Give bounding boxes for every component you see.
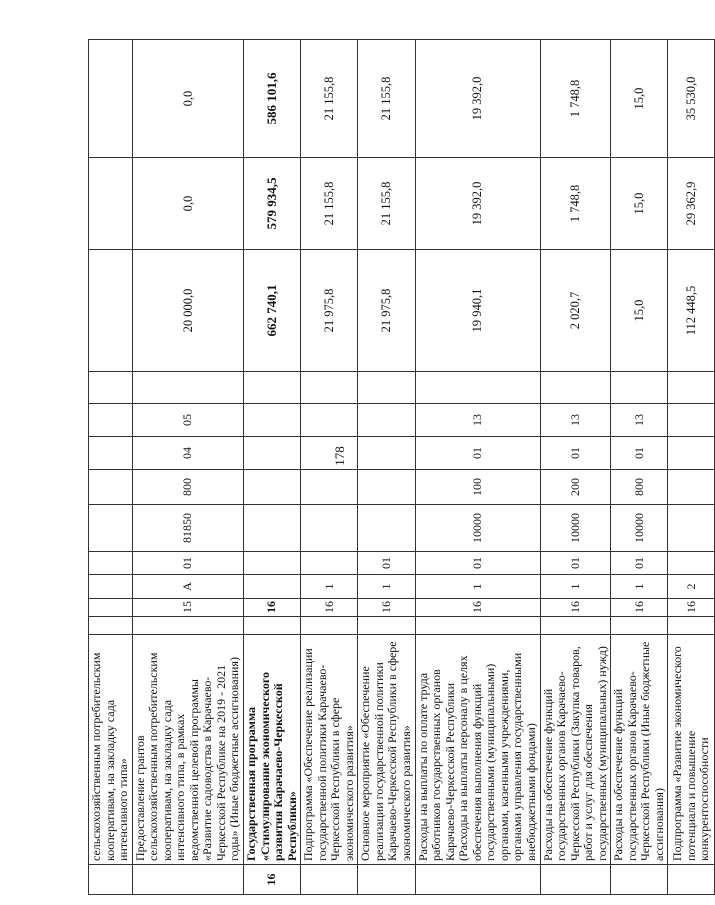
expense-type-code: 800 [132, 470, 243, 505]
blank-column-cell [301, 617, 358, 635]
blank-column-cell [611, 617, 668, 635]
row-number [540, 865, 611, 895]
amount-year-2: 15,0 [611, 158, 668, 250]
subprogram-code [244, 575, 301, 599]
row-number [611, 865, 668, 895]
amount-year-3: 0,0 [132, 40, 243, 158]
subprogram-code: 2 [668, 575, 715, 599]
amount-year-3: 586 101,6 [244, 40, 301, 158]
row-number [132, 865, 243, 895]
subsection-code [301, 404, 358, 437]
amount-year-2 [89, 158, 133, 250]
section-code [358, 437, 415, 470]
item-name: Подпрограмма «Обеспечение реализации государственной политики Карачаево-Черкесской Республики в сфере экономического развития» [301, 635, 358, 865]
table-row [358, 40, 415, 895]
event-code: 01 [415, 552, 540, 575]
amount-year-2: 1 748,8 [540, 158, 611, 250]
blank-column-cell [132, 617, 243, 635]
item-name: Расходы на обеспечение функций государственных органов Карачаево-Черкесской Республики (Иные бюджетные ассигнования) [611, 635, 668, 865]
extra-code [668, 372, 715, 404]
event-code [244, 552, 301, 575]
section-code [668, 437, 715, 470]
extra-code [89, 372, 133, 404]
table-row [415, 40, 540, 895]
blank-column-cell [540, 617, 611, 635]
direction-code: 10000 [540, 505, 611, 552]
program-code [89, 599, 133, 617]
amount-year-2: 21 155,8 [358, 158, 415, 250]
amount-year-3: 35 530,0 [668, 40, 715, 158]
amount-year-1: 15,0 [611, 250, 668, 372]
direction-code [358, 505, 415, 552]
amount-year-1: 21 975,8 [301, 250, 358, 372]
amount-year-1 [89, 250, 133, 372]
row-number: 16 [244, 865, 301, 895]
section-code [301, 437, 358, 470]
blank-column-cell [89, 617, 133, 635]
subprogram-code: 1 [358, 575, 415, 599]
amount-year-1: 112 448,5 [668, 250, 715, 372]
table-row [668, 40, 715, 895]
direction-code [301, 505, 358, 552]
expense-type-code [89, 470, 133, 505]
program-code: 16 [358, 599, 415, 617]
section-code: 01 [540, 437, 611, 470]
amount-year-2: 0,0 [132, 158, 243, 250]
item-name: Государственная программа «Стимулирование экономического развития Карачаево-Черкесской Республики» [244, 635, 301, 865]
event-code: 01 [540, 552, 611, 575]
subsection-code: 13 [611, 404, 668, 437]
row-number [358, 865, 415, 895]
table-row [132, 40, 243, 895]
event-code: 01 [132, 552, 243, 575]
expense-type-code [244, 470, 301, 505]
expense-type-code: 800 [611, 470, 668, 505]
extra-code [358, 372, 415, 404]
subsection-code [358, 404, 415, 437]
direction-code: 10000 [415, 505, 540, 552]
row-number [668, 865, 715, 895]
event-code: 01 [358, 552, 415, 575]
section-code: 04 [132, 437, 243, 470]
item-name: Расходы на выплаты по оплате труда работников государственных органов Карачаево-Черкесской Республики (Расходы на выплаты персоналу в целях обеспечения выполнения функций государственными (муниципальными) органами, казенными учреждениями, органами управления государственными внебюджетными фондами) [415, 635, 540, 865]
amount-year-2: 21 155,8 [301, 158, 358, 250]
item-name: Основное мероприятие «Обеспечение реализации государственной политики Карачаево-Черкесской Республики в сфере экономического развития» [358, 635, 415, 865]
program-code: 16 [668, 599, 715, 617]
extra-code [611, 372, 668, 404]
subsection-code: 13 [540, 404, 611, 437]
subsection-code [668, 404, 715, 437]
program-code: 16 [415, 599, 540, 617]
extra-code [132, 372, 243, 404]
rotated-budget-table [88, 40, 712, 895]
expense-type-code: 200 [540, 470, 611, 505]
subprogram-code: 1 [540, 575, 611, 599]
amount-year-2: 19 392,0 [415, 158, 540, 250]
amount-year-2: 579 934,5 [244, 158, 301, 250]
subsection-code: 13 [415, 404, 540, 437]
subprogram-code: 1 [611, 575, 668, 599]
table-row [611, 40, 668, 895]
program-code: 16 [540, 599, 611, 617]
subprogram-code: А [132, 575, 243, 599]
table-row [540, 40, 611, 895]
table-row [89, 40, 133, 895]
subsection-code [89, 404, 133, 437]
section-code: 01 [611, 437, 668, 470]
budget-allocation-table [88, 39, 715, 895]
blank-column-cell [668, 617, 715, 635]
amount-year-1: 19 940,1 [415, 250, 540, 372]
expense-type-code [301, 470, 358, 505]
blank-column-cell [415, 617, 540, 635]
item-name: Расходы на обеспечение функций государственных органов Карачаево-Черкесской Республики (Закупка товаров, работ и услуг для обеспечения государственных (муниципальных) нужд) [540, 635, 611, 865]
item-name: Предоставление грантов сельскохозяйственным потребительским кооперативам, на закладку сада интенсивного типа, в рамках ведомственной целевой программы «Развитие садоводства в Карачаево-Черкесской Республике на 2019 - 2021 годы» (Иные бюджетные ассигнования) [132, 635, 243, 865]
direction-code [244, 505, 301, 552]
subsection-code: 05 [132, 404, 243, 437]
event-code: 01 [611, 552, 668, 575]
expense-type-code [668, 470, 715, 505]
subsection-code [244, 404, 301, 437]
program-code: 16 [301, 599, 358, 617]
extra-code [415, 372, 540, 404]
amount-year-3: 19 392,0 [415, 40, 540, 158]
program-code: 16 [244, 599, 301, 617]
direction-code: 81850 [132, 505, 243, 552]
program-code: 15 [132, 599, 243, 617]
blank-column-cell [244, 617, 301, 635]
item-name: сельскохозяйственным потребительским кооперативам, на закладку сада интенсивного типа» [89, 635, 133, 865]
table-row [244, 40, 301, 895]
direction-code: 10000 [611, 505, 668, 552]
section-code [89, 437, 133, 470]
page-number: 178 [332, 446, 347, 466]
program-code: 16 [611, 599, 668, 617]
section-code [244, 437, 301, 470]
amount-year-3 [89, 40, 133, 158]
row-number [89, 865, 133, 895]
extra-code [301, 372, 358, 404]
amount-year-1: 21 975,8 [358, 250, 415, 372]
subprogram-code [89, 575, 133, 599]
amount-year-3: 1 748,8 [540, 40, 611, 158]
table-row [301, 40, 358, 895]
extra-code [244, 372, 301, 404]
extra-code [540, 372, 611, 404]
item-name: Подпрограмма «Развитие экономического потенциала и повышение конкурентоспособности [668, 635, 715, 865]
amount-year-1: 662 740,1 [244, 250, 301, 372]
event-code [301, 552, 358, 575]
amount-year-3: 21 155,8 [301, 40, 358, 158]
subprogram-code: 1 [301, 575, 358, 599]
row-number [301, 865, 358, 895]
expense-type-code [358, 470, 415, 505]
amount-year-2: 29 362,9 [668, 158, 715, 250]
section-code: 01 [415, 437, 540, 470]
amount-year-1: 20 000,0 [132, 250, 243, 372]
event-code [668, 552, 715, 575]
blank-column-cell [358, 617, 415, 635]
row-number [415, 865, 540, 895]
event-code [89, 552, 133, 575]
direction-code [668, 505, 715, 552]
subprogram-code: 1 [415, 575, 540, 599]
amount-year-1: 2 020,7 [540, 250, 611, 372]
expense-type-code: 100 [415, 470, 540, 505]
direction-code [89, 505, 133, 552]
amount-year-3: 21 155,8 [358, 40, 415, 158]
amount-year-3: 15,0 [611, 40, 668, 158]
